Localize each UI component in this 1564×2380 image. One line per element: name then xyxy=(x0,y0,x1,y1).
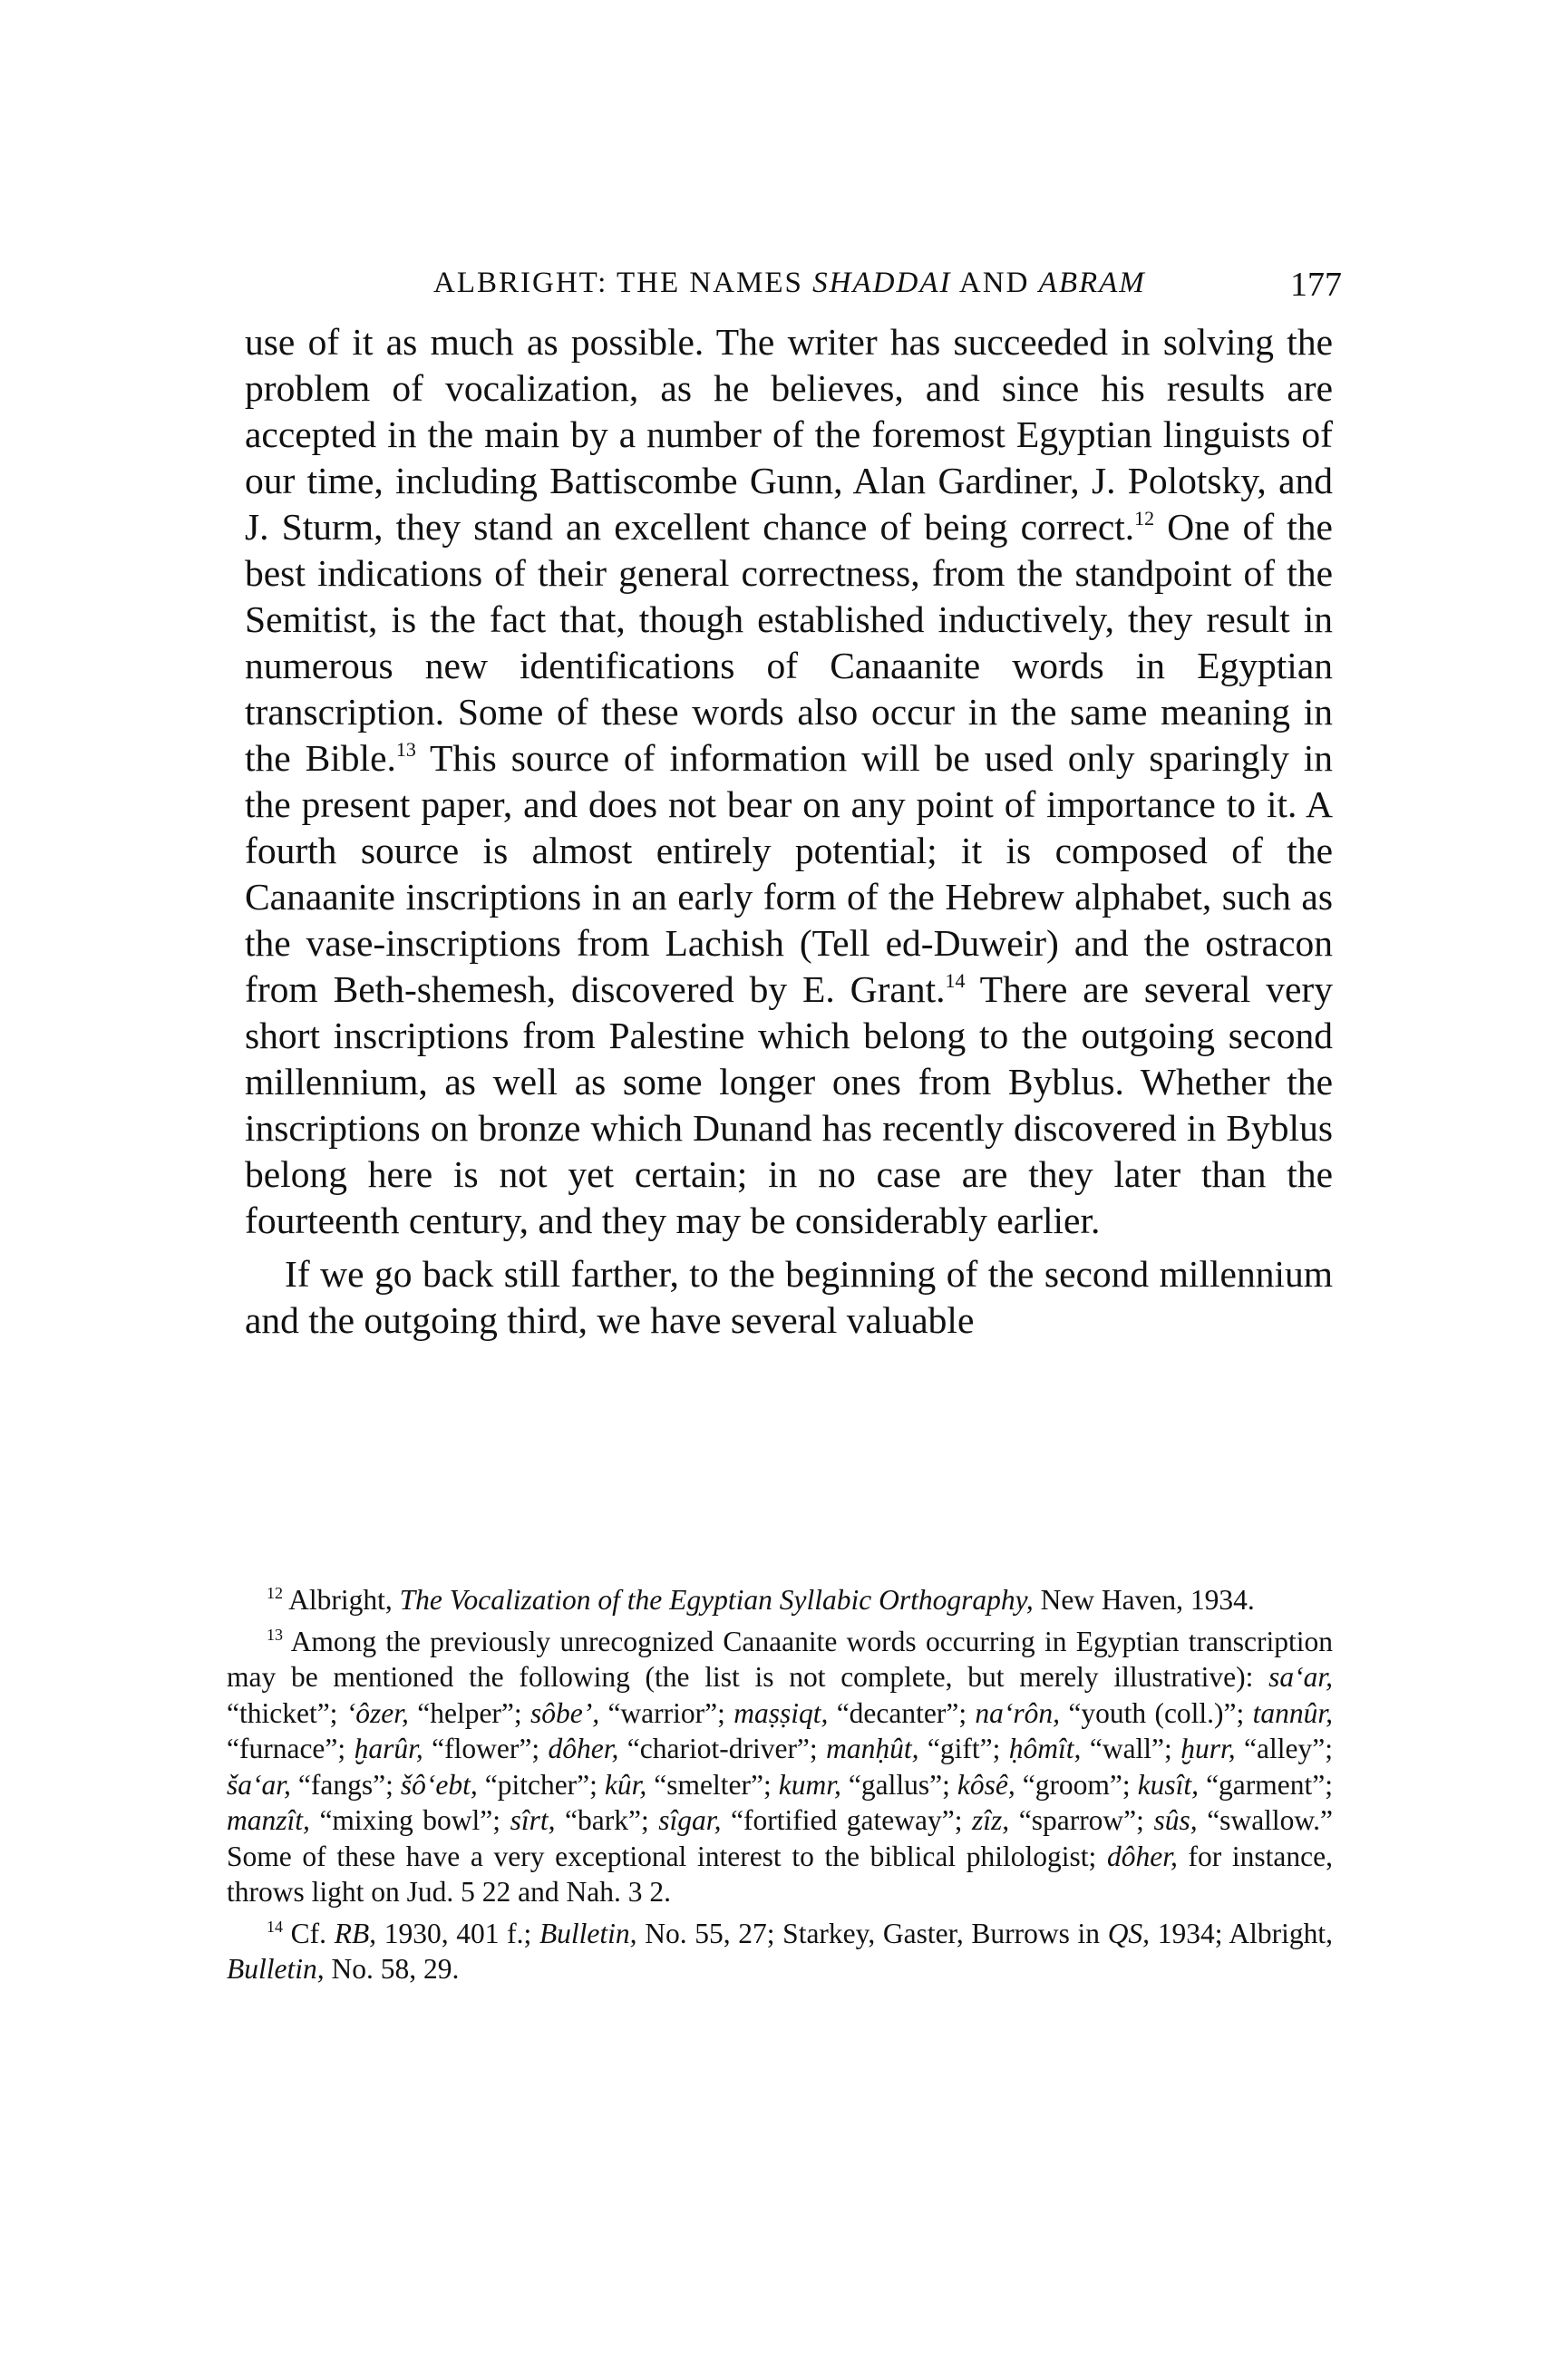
word: ḥômît, xyxy=(1008,1733,1082,1764)
gloss: “gift”; xyxy=(918,1733,1009,1764)
footnote-12-title: The Vocalization of the Egyptian Syllabic Orthography, xyxy=(399,1584,1034,1616)
gloss: “bark”; xyxy=(555,1804,659,1836)
word: sûs, xyxy=(1153,1804,1198,1836)
footnote-14-text-b: 1930, 401 f.; xyxy=(376,1917,539,1949)
running-head-shaddai: SHADDAI xyxy=(812,267,952,299)
gloss: “helper”; xyxy=(408,1696,530,1729)
word: dôher, xyxy=(548,1733,619,1764)
gloss: “chariot-driver”; xyxy=(618,1733,827,1764)
footnote-12-text-b: New Haven, 1934. xyxy=(1033,1584,1255,1616)
word: ḫurr, xyxy=(1180,1733,1236,1764)
footnote-13-intro: Among the previously unrecognized Canaanite words occurring in Egyptian transcription may be mentioned the following (the list is not complete, but merely illustrative): xyxy=(227,1625,1333,1693)
gloss: “furnace”; xyxy=(227,1733,355,1764)
footnote-14-text-c: No. 55, 27; Starkey, Gaster, Burrows in xyxy=(636,1917,1108,1949)
word: sa‘ar, xyxy=(1268,1661,1333,1693)
footnote-ref-14[interactable]: 14 xyxy=(945,969,966,992)
footnote-14-text-d: 1934; Albright, xyxy=(1150,1917,1334,1949)
footnote-14 xyxy=(227,1916,1333,1987)
footnote-14-text-e: No. 58, 29. xyxy=(324,1953,460,1985)
word: zîz, xyxy=(972,1804,1010,1836)
footnote-14-bulletin-2: Bulletin, xyxy=(227,1953,325,1985)
running-head xyxy=(433,267,1146,300)
gloss: “wall”; xyxy=(1081,1733,1181,1764)
footnote-ref-13[interactable]: 13 xyxy=(395,738,416,761)
gloss: “swallow.” Some of these have a very exceptional interest to the biblical philologist; xyxy=(227,1804,1333,1872)
running-head-abram: ABRAM xyxy=(1038,267,1146,299)
footnote-14-text-a: Cf. xyxy=(283,1917,335,1949)
word: manzît, xyxy=(227,1804,310,1836)
paragraph-1-part-d: There are several very short inscriptions from Palestine which belong to the outgoing second millennium, as well as some longer ones from Byblus. Whether the inscriptions on bronze which Dunand has recently discovered in Byblus belong here is not yet certain; in no case are they later than the fourteenth century, and they may be considerably earlier. xyxy=(245,968,1334,1241)
footnote-mark-13: 13 xyxy=(267,1625,283,1644)
running-head-and: AND xyxy=(951,267,1039,299)
gloss: “youth (coll.)”; xyxy=(1060,1696,1253,1729)
word: sîgar, xyxy=(658,1804,722,1836)
paragraph-1 xyxy=(245,319,1333,1244)
footnote-mark-12: 12 xyxy=(267,1584,283,1602)
paragraph-2: If we go back still farther, to the beginning of the second millennium and the outgoing third, we have several valuable xyxy=(245,1253,1333,1341)
gloss: “alley”; xyxy=(1235,1733,1333,1764)
word: sôbe’, xyxy=(530,1696,600,1729)
word: na‘rôn, xyxy=(975,1696,1061,1729)
paragraph-1-part-a: use of it as much as possible. The writer has succeeded in solving the problem of vocalization, as he believes, and since his results are accepted in the main by a number of the foremost Egyptian linguists of our time, including Battiscombe Gunn, Alan Gardiner, J. Polotsky, and J. Sturm, they stand an excellent chance of being correct. xyxy=(245,321,1333,548)
word: dôher, xyxy=(1106,1840,1178,1872)
word: sîrt, xyxy=(510,1804,556,1836)
footnote-12-text-a: Albright, xyxy=(283,1584,400,1616)
running-head-prefix: ALBRIGHT: THE NAMES xyxy=(433,267,813,299)
body-text xyxy=(245,319,1333,1344)
word: ‘ôzer, xyxy=(345,1696,409,1729)
gloss: “sparrow”; xyxy=(1009,1804,1154,1836)
word: ša‘ar, xyxy=(227,1768,291,1801)
footnote-14-rb: RB, xyxy=(334,1917,377,1949)
word: kûr, xyxy=(604,1768,647,1801)
gloss: “gallus”; xyxy=(840,1768,957,1801)
page-number: 177 xyxy=(1290,266,1342,304)
paragraph-1-part-b: One of the best indications of their general correctness, from the standpoint of the Semitist, is the fact that, though established inductively, they result in numerous new identifications of Canaanite words in Egyptian transcription. Some of these words also occur in the same meaning in the Bible. xyxy=(245,506,1333,779)
word: manḥût, xyxy=(826,1733,919,1764)
word: kôsê, xyxy=(957,1768,1015,1801)
footnote-13 xyxy=(227,1624,1333,1910)
footnote-ref-12[interactable]: 12 xyxy=(1134,507,1155,529)
footnote-mark-14: 14 xyxy=(267,1917,283,1936)
footnote-14-bulletin-1: Bulletin, xyxy=(539,1917,637,1949)
word: maṣṣiqt, xyxy=(733,1696,829,1729)
word: šô‘ebt, xyxy=(400,1768,478,1801)
paragraph-1-part-c: This source of information will be used only sparingly in the present paper, and does not bear on any point of importance to it. A fourth source is almost entirely potential; it is composed of the Canaanite inscriptions in an early form of the Hebrew alphabet, such as the vase-inscriptions from Lachish (Tell ed-Duweir) and the ostracon from Beth-shemesh, discovered by E. Grant. xyxy=(245,737,1333,1010)
word: tannûr, xyxy=(1252,1696,1334,1729)
footnote-12 xyxy=(227,1582,1333,1618)
word: kusît, xyxy=(1137,1768,1200,1801)
gloss: “warrior”; xyxy=(599,1696,734,1729)
gloss: “fangs”; xyxy=(290,1768,401,1801)
word: kumr, xyxy=(778,1768,841,1801)
gloss: “garment”; xyxy=(1199,1768,1333,1801)
page-header xyxy=(245,265,1342,310)
footnote-14-qs: QS, xyxy=(1107,1917,1151,1949)
gloss: “decanter”; xyxy=(828,1696,976,1729)
gloss: “thicket”; xyxy=(227,1696,346,1729)
footnote-13-tail: for instance, throws light on Jud. 5 22 and Nah. 3 2. xyxy=(227,1840,1333,1908)
word: ḫarûr, xyxy=(354,1733,423,1764)
gloss: “fortified gateway”; xyxy=(721,1804,973,1836)
gloss: “smelter”; xyxy=(646,1768,779,1801)
gloss: “mixing bowl”; xyxy=(309,1804,510,1836)
footnotes xyxy=(227,1582,1333,1993)
gloss: “flower”; xyxy=(423,1733,549,1764)
gloss: “pitcher”; xyxy=(477,1768,605,1801)
gloss: “groom”; xyxy=(1015,1768,1138,1801)
